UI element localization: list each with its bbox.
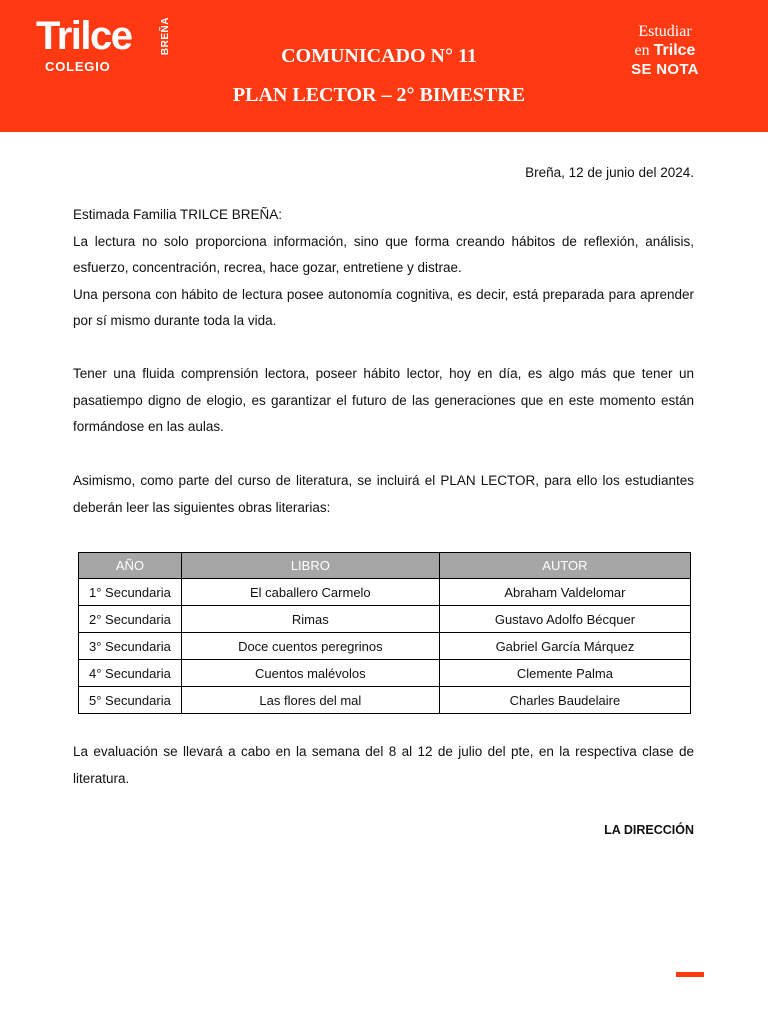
header-book: LIBRO — [181, 553, 439, 579]
slogan — [610, 22, 720, 79]
cell-book: Doce cuentos peregrinos — [181, 633, 439, 660]
logo-subtitle: COLEGIO — [45, 59, 111, 74]
footer-accent-bar — [676, 972, 704, 977]
header-year: AÑO — [79, 553, 182, 579]
slogan-line-2 — [610, 41, 720, 60]
cell-year: 1° Secundaria — [79, 579, 182, 606]
cell-book: El caballero Carmelo — [181, 579, 439, 606]
paragraph-5: La evaluación se llevará a cabo en la semana del 8 al 12 de julio del pte, en la respectiva clase de literatura. — [73, 744, 694, 786]
cell-author: Clemente Palma — [439, 660, 690, 687]
paragraph-2: Una persona con hábito de lectura posee autonomía cognitiva, es decir, está preparada para aprender por sí mismo durante toda la vida. — [73, 286, 694, 328]
table-row — [79, 687, 691, 714]
closing-block — [73, 739, 694, 792]
cell-year: 5° Secundaria — [79, 687, 182, 714]
paragraph-3: Tener una fluida comprensión lectora, poseer hábito lector, hoy en día, es algo más que tener un pasatiempo digno de elogio, es garantizar el futuro de las generaciones que en este momento están formándose en las aulas. — [73, 366, 694, 434]
greeting: Estimada Familia TRILCE BREÑA: — [73, 207, 283, 222]
header-banner — [0, 0, 768, 132]
table-row — [79, 633, 691, 660]
document-title: COMUNICADO N° 11 — [281, 45, 477, 67]
cell-book: Rimas — [181, 606, 439, 633]
cell-book: Cuentos malévolos — [181, 660, 439, 687]
logo-campus-label: BREÑA — [160, 17, 171, 56]
slogan-brand: Trilce — [653, 42, 696, 59]
table-row — [79, 606, 691, 633]
reading-plan-table — [78, 552, 691, 714]
paragraph-block-3 — [73, 468, 694, 521]
cell-author: Charles Baudelaire — [439, 687, 690, 714]
intro-block — [73, 202, 694, 335]
cell-author: Gustavo Adolfo Bécquer — [439, 606, 690, 633]
table-row — [79, 660, 691, 687]
cell-year: 3° Secundaria — [79, 633, 182, 660]
table-header-row — [79, 553, 691, 579]
slogan-line-1: Estudiar — [638, 23, 692, 40]
cell-author: Gabriel García Márquez — [439, 633, 690, 660]
header-author: AUTOR — [439, 553, 690, 579]
letter-date: Breña, 12 de junio del 2024. — [525, 165, 694, 180]
cell-year: 2° Secundaria — [79, 606, 182, 633]
paragraph-4: Asimismo, como parte del curso de literatura, se incluirá el PLAN LECTOR, para ello los estudiantes deberán leer las siguientes obras literarias: — [73, 473, 694, 515]
table-row — [79, 579, 691, 606]
paragraph-block-2 — [73, 361, 694, 441]
logo-wordmark: Trilce — [36, 14, 132, 58]
document-subtitle: PLAN LECTOR – 2° BIMESTRE — [232, 84, 526, 106]
slogan-line-2-prefix: en — [634, 42, 654, 59]
signature: LA DIRECCIÓN — [604, 823, 694, 837]
slogan-line-3: SE NOTA — [631, 61, 699, 78]
cell-year: 4° Secundaria — [79, 660, 182, 687]
cell-author: Abraham Valdelomar — [439, 579, 690, 606]
cell-book: Las flores del mal — [181, 687, 439, 714]
paragraph-1: La lectura no solo proporciona información, sino que forma creando hábitos de reflexión, análisis, esfuerzo, concentración, recrea, hace gozar, entretiene y distrae. — [73, 233, 694, 275]
